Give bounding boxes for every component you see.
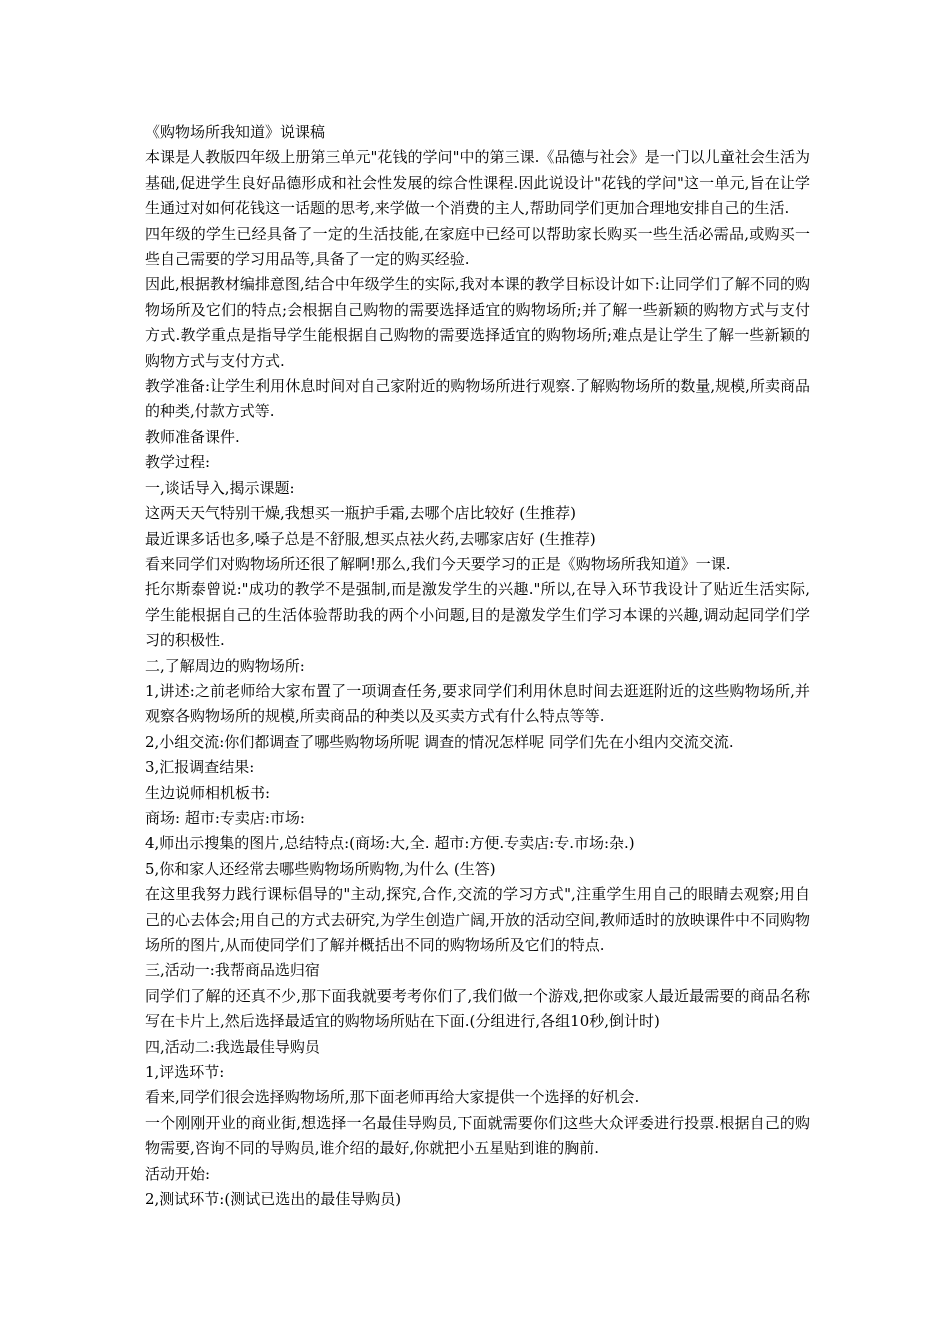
paragraph: 5,你和家人还经常去哪些购物场所购物,为什么 (生答)	[145, 859, 496, 878]
paragraph: 2,测试环节:(测试已选出的最佳导购员)	[145, 1190, 402, 1209]
paragraph: 托尔斯泰曾说:"成功的教学不是强制,而是激发学生的兴趣."所以,在导入环节我设计了贴近生活实际,学生能根据自己的生活体验帮助我的两个小问题,目的是激发学生们学习本课的兴趣,调动起同学们学习的积极性.	[145, 580, 810, 650]
document-page	[145, 120, 810, 1212]
paragraph: 最近课多话也多,嗓子总是不舒服,想买点祛火药,去哪家店好 (生推荐)	[145, 529, 596, 548]
paragraph: 教学准备:让学生利用休息时间对自己家附近的购物场所进行观察.了解购物场所的数量,规模,所卖商品的种类,付款方式等.	[145, 377, 810, 421]
paragraph: 生边说师相机板书:	[145, 783, 271, 802]
paragraph: 1,评选环节:	[145, 1063, 225, 1082]
paragraph: 本课是人教版四年级上册第三单元"花钱的学问"中的第三课.《品德与社会》是一门以儿童社会生活为基础,促进学生良好品德形成和社会性发展的综合性课程.因此说设计"花钱的学问"这一单元,旨在让学生通过对如何花钱这一话题的思考,来学做一个消费的主人,帮助同学们更加合理地安排自己的生活.	[145, 148, 810, 218]
section-heading: 一,谈话导入,揭示课题:	[145, 478, 295, 497]
paragraph: 1,讲述:之前老师给大家布置了一项调查任务,要求同学们利用休息时间去逛逛附近的这些购物场所,并观察各购物场所的规模,所卖商品的种类以及买卖方式有什么特点等等.	[145, 681, 810, 726]
paragraph: 四年级的学生已经具备了一定的生活技能,在家庭中已经可以帮助家长购买一些生活必需品,或购买一些自己需要的学习用品等,具备了一定的购买经验.	[145, 224, 810, 269]
section-heading: 教学过程:	[145, 453, 211, 472]
paragraph: 这两天天气特别干燥,我想买一瓶护手霜,去哪个店比较好 (生推荐)	[145, 504, 577, 523]
paragraph: 看来,同学们很会选择购物场所,那下面老师再给大家提供一个选择的好机会.	[145, 1088, 640, 1107]
section-heading: 三,活动一:我帮商品选归宿	[145, 961, 320, 980]
section-heading: 四,活动二:我选最佳导购员	[145, 1037, 320, 1056]
section-heading: 二,了解周边的购物场所:	[145, 656, 305, 675]
document-title: 《购物场所我知道》说课稿	[145, 123, 326, 141]
paragraph: 商场: 超市:专卖店:市场:	[145, 808, 305, 827]
paragraph: 因此,根据教材编排意图,结合中年级学生的实际,我对本课的教学目标设计如下:让同学们了解不同的购物场所及它们的特点;会根据自己购物的需要选择适宜的购物场所;并了解一些新颖的购物方式与支付方式.教学重点是指导学生能根据自己购物的需要选择适宜的购物场所;难点是让学生了解一些新颖的购物方式与支付方式.	[145, 275, 810, 370]
paragraph: 活动开始:	[145, 1164, 211, 1183]
paragraph: 同学们了解的还真不少,那下面我就要考考你们了,我们做一个游戏,把你或家人最近最需要的商品名称写在卡片上,然后选择最适宜的购物场所贴在下面.(分组进行,各组10秒,倒计时)	[145, 986, 810, 1031]
paragraph: 看来同学们对购物场所还很了解啊!那么,我们今天要学习的正是《购物场所我知道》一课.	[145, 554, 731, 573]
paragraph: 4,师出示搜集的图片,总结特点:(商场:大,全. 超市:方便.专卖店:专.市场:杂.)	[145, 834, 635, 853]
paragraph: 2,小组交流:你们都调查了哪些购物场所呢 调查的情况怎样呢 同学们先在小组内交流交流.	[145, 732, 734, 751]
paragraph: 教师准备课件.	[145, 427, 240, 446]
paragraph: 在这里我努力践行课标倡导的"主动,探究,合作,交流的学习方式",注重学生用自己的眼睛去观察;用自己的心去体会;用自己的方式去研究,为学生创造广阔,开放的活动空间,教师适时的放映课件中不同购物场所的图片,从而使同学们了解并概括出不同的购物场所及它们的特点.	[145, 885, 810, 954]
paragraph: 一个刚刚开业的商业街,想选择一名最佳导购员,下面就需要你们这些大众评委进行投票.根据自己的购物需要,咨询不同的导购员,谁介绍的最好,你就把小五星贴到谁的胸前.	[145, 1113, 810, 1158]
paragraph: 3,汇报调查结果:	[145, 758, 255, 777]
